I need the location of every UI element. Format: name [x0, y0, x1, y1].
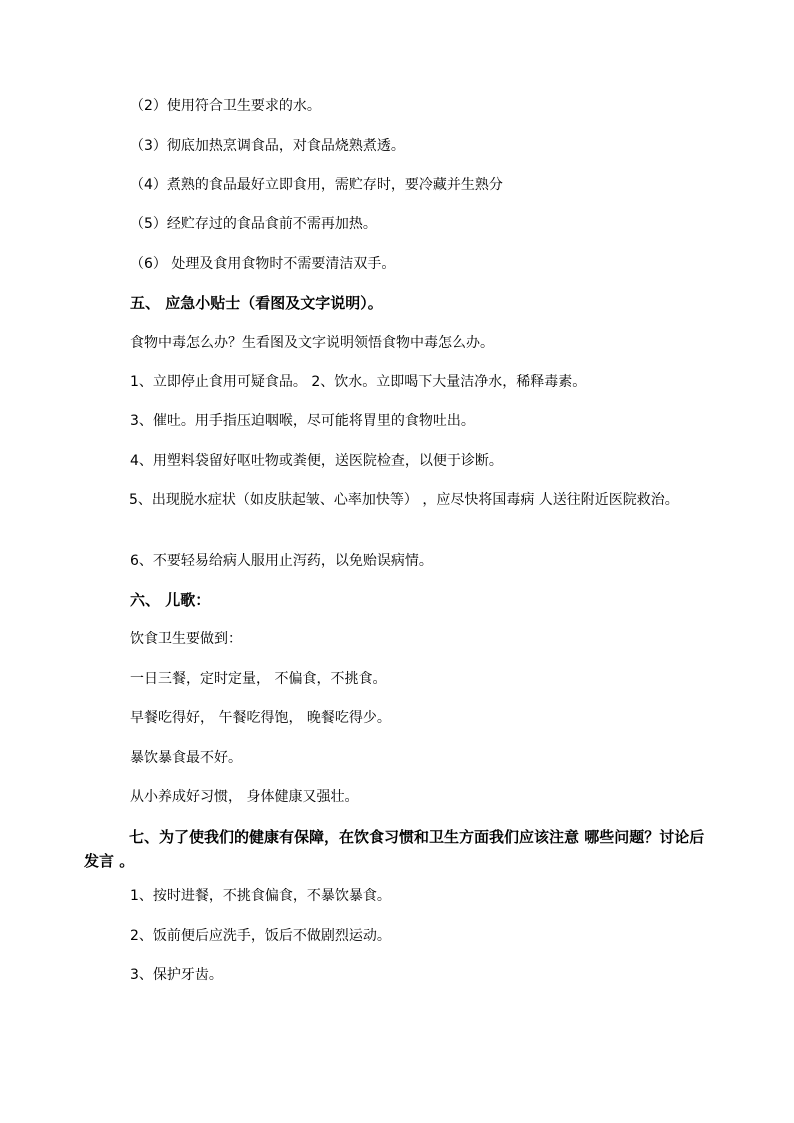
- section-heading-5: 五、 应急小贴士（看图及文字说明）。: [130, 294, 383, 312]
- answer-1: 1、按时进餐，不挑食偏食，不暴饮暴食。: [130, 888, 391, 904]
- step-3: 3、催吐。用手指压迫咽喉，尽可能将胃里的食物吐出。: [130, 413, 475, 429]
- list-item-4: （4）煮熟的食品最好立即食用，需贮存时，要冷藏并生熟分: [130, 177, 503, 193]
- paragraph-intro: 食物中毒怎么办？生看图及文字说明领悟食物中毒怎么办。: [130, 335, 494, 351]
- section-heading-7: 七、为了使我们的健康有保障，在饮食习惯和卫生方面我们应该注意 哪些问题？讨论后发言 。: [84, 828, 705, 870]
- song-line-5: 从小养成好习惯， 身体健康又强壮。: [130, 789, 359, 805]
- list-item-2: （2）使用符合卫生要求的水。: [130, 98, 321, 114]
- answer-3: 3、保护牙齿。: [130, 967, 223, 983]
- section-heading-6: 六、 儿歌：: [130, 591, 211, 609]
- step-4: 4、用塑料袋留好呕吐物或粪便，送医院检查，以便于诊断。: [130, 453, 503, 469]
- song-line-3: 早餐吃得好， 午餐吃得饱， 晚餐吃得少。: [130, 710, 391, 726]
- song-line-1: 饮食卫生要做到：: [130, 631, 242, 647]
- step-1-2: 1、立即停止食用可疑食品。 2、饮水。立即喝下大量洁净水，稀释毒素。: [130, 374, 587, 390]
- step-6: 6、不要轻易给病人服用止泻药，以免贻误病情。: [130, 553, 433, 569]
- list-item-6: （6） 处理及食用食物时不需要清洁双手。: [130, 256, 396, 272]
- list-item-5: （5）经贮存过的食品食前不需再加热。: [130, 216, 377, 232]
- answer-2: 2、饭前便后应洗手，饭后不做剧烈运动。: [130, 928, 391, 944]
- song-line-4: 暴饮暴食最不好。: [130, 750, 242, 766]
- list-item-3: （3）彻底加热烹调食品，对食品烧熟煮透。: [130, 138, 405, 154]
- song-line-2: 一日三餐，定时定量， 不偏食，不挑食。: [130, 671, 387, 687]
- step-5: 5、出现脱水症状（如皮肤起皱、心率加快等） ，应尽快将国毒病 人送往附近医院救治。: [129, 492, 679, 508]
